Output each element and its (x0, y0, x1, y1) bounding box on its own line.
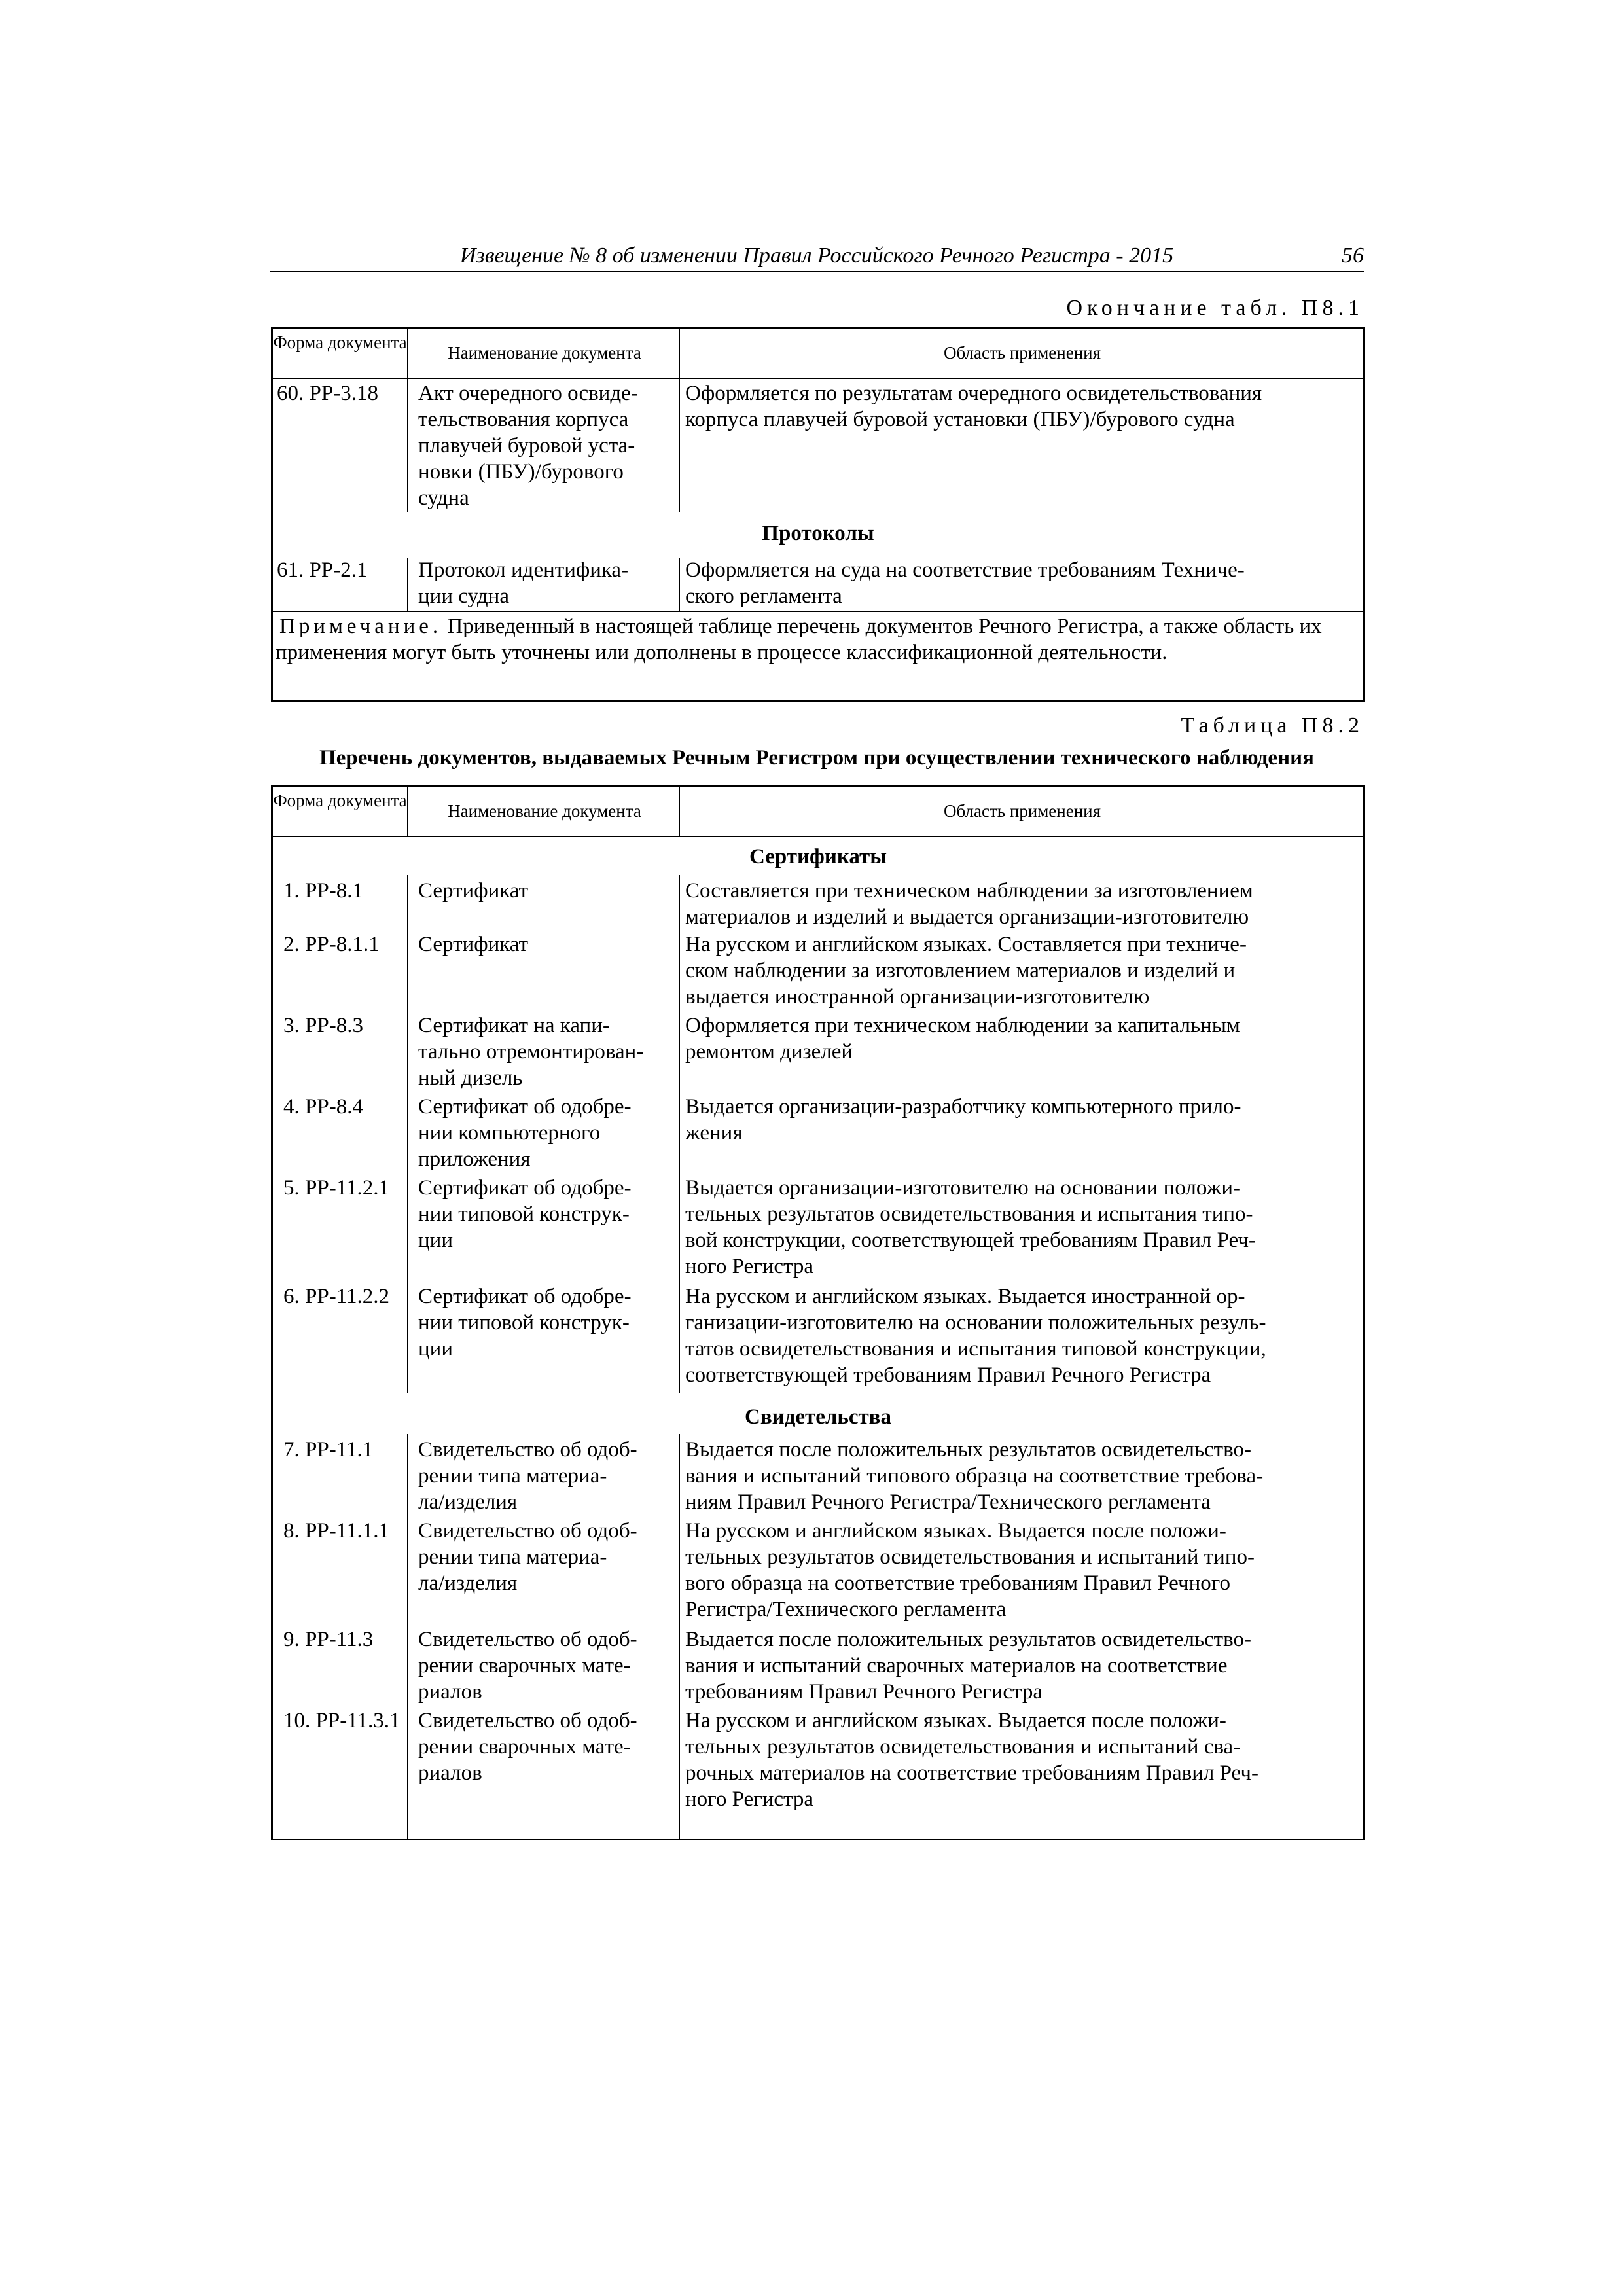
row-form: 4. РР-8.4 (283, 1095, 363, 1119)
table1-header-form: Форма документа (273, 332, 407, 352)
column-divider (679, 558, 680, 611)
table1 (271, 327, 1365, 702)
row-form: 10. РР-11.3.1 (283, 1709, 401, 1732)
row-form: 1. РР-8.1 (283, 879, 363, 903)
row-scope: Составляется при техническом наблюдении за изготовлением материалов и изделий и выдается организации-изготовителю (685, 879, 1253, 929)
column-divider (407, 558, 408, 611)
row-name: Сертификат (418, 879, 528, 903)
row-form: 5. РР-11.2.1 (283, 1176, 389, 1200)
table2 (271, 785, 1365, 1840)
column-divider (679, 1434, 680, 1840)
row-form: 8. РР-11.1.1 (283, 1519, 389, 1543)
table2-header-rule (273, 836, 1363, 837)
row-name: Сертификат об одобре- нии компьютерного приложения (418, 1095, 632, 1171)
row-form: 61. РР-2.1 (277, 558, 368, 582)
column-divider (679, 875, 680, 1393)
row-name: Свидетельство об одоб- рении сварочных мате- риалов (418, 1709, 637, 1785)
row-name: Сертификат об одобре- нии типовой конструк- ции (418, 1176, 632, 1252)
row-name: Свидетельство об одоб- рении типа материа- ла/изделия (418, 1519, 637, 1595)
table1-note (276, 613, 1357, 666)
row-scope: Выдается организации-разработчику компьютерного прило- жения (685, 1095, 1241, 1145)
header-title: Извещение № 8 об изменении Правил Российского Речного Регистра - 2015 (459, 243, 1174, 268)
row-form: 7. РР-11.1 (283, 1438, 374, 1462)
row-name: Сертификат об одобре- нии типовой конструк- ции (418, 1285, 632, 1361)
table1-caption: Окончание табл. П8.1 (1066, 296, 1364, 320)
row-scope: Выдается после положительных результатов освидетельство- вания и испытаний сварочных материалов на соответствие требованиям Правил Речного Регистра (685, 1628, 1251, 1704)
section-certificates: Сертификаты (749, 845, 887, 869)
section-protocols: Протоколы (762, 522, 874, 545)
table2-header-divider (679, 787, 680, 836)
row-scope: Выдается после положительных результатов освидетельство- вания и испытаний типового образца на соответствие требова- ниям Правил Речного Регистра/Технического регламента (685, 1438, 1264, 1514)
row-scope: На русском и английском языках. Составляется при техниче- ском наблюдении за изготовлением материалов и изделий и выдается иностранной организации-изготовителю (685, 933, 1247, 1009)
row-name: Свидетельство об одоб- рении типа материа- ла/изделия (418, 1438, 637, 1514)
table1-header-rule (273, 378, 1363, 379)
table2-header-name: Наименование документа (448, 801, 641, 821)
table1-header-name: Наименование документа (448, 343, 641, 363)
column-divider (679, 378, 680, 512)
note-label: Примечание. (279, 615, 442, 638)
row-form: 60. РР-3.18 (277, 382, 378, 405)
row-name: Свидетельство об одоб- рении сварочных мате- риалов (418, 1628, 637, 1704)
row-name: Сертификат (418, 933, 528, 956)
row-scope: Оформляется при техническом наблюдении за капитальным ремонтом дизелей (685, 1014, 1240, 1064)
page-header (270, 241, 1364, 272)
row-scope: Выдается организации-изготовителю на основании положи- тельных результатов освидетельствования и испытания типо- вой конструкции, соответствующей требованиям Правил Реч- ного Регистра (685, 1176, 1256, 1278)
column-divider (407, 378, 408, 512)
row-scope: Оформляется по результатам очередного освидетельствования корпуса плавучей буровой установки (ПБУ)/бурового судна (685, 382, 1262, 431)
table1-header-scope: Область применения (943, 343, 1101, 363)
row-form: 9. РР-11.3 (283, 1628, 374, 1651)
row-name: Акт очередного освиде- тельствования корпуса плавучей буровой уста- новки (ПБУ)/бурового судна (418, 382, 638, 510)
table1-header-divider (679, 329, 680, 378)
row-scope: Оформляется на суда на соответствие требованиям Техниче- ского регламента (685, 558, 1245, 608)
section-testimonials: Свидетельства (744, 1405, 891, 1429)
row-scope: На русском и английском языках. Выдается после положи- тельных результатов освидетельствования и испытаний типо- вого образца на соответствие требованиям Правил Речного Регистра/Технического регламента (685, 1519, 1255, 1621)
row-form: 6. РР-11.2.2 (283, 1285, 389, 1308)
table2-header-divider (407, 787, 408, 836)
table2-caption: Таблица П8.2 (1181, 713, 1364, 738)
table1-header-divider (407, 329, 408, 378)
note-text: Приведенный в настоящей таблице перечень документов Речного Регистра, а также область их применения могут быть уточнены или дополнены в процессе классификационной деятельности. (276, 615, 1322, 664)
table2-header-form: Форма документа (273, 791, 407, 810)
page-number: 56 (1342, 243, 1364, 268)
table2-title: Перечень документов, выдаваемых Речным Регистром при осуществлении технического наблюдения (319, 746, 1314, 770)
row-name: Протокол идентифика- ции судна (418, 558, 629, 608)
row-form: 2. РР-8.1.1 (283, 933, 380, 956)
row-form: 3. РР-8.3 (283, 1014, 363, 1037)
table2-header-scope: Область применения (943, 801, 1101, 821)
row-name: Сертификат на капи- тально отремонтирован- ный дизель (418, 1014, 644, 1090)
row-scope: На русском и английском языках. Выдается иностранной ор- ганизации-изготовителю на основании положительных резуль- татов освидетельствования и испытания типовой конструкции, соответствующей требованиям Правил Речного Регистра (685, 1285, 1266, 1387)
note-rule (273, 611, 1363, 612)
row-scope: На русском и английском языках. Выдается после положи- тельных результатов освидетельствования и испытаний сва- рочных материалов на соответствие требованиям Правил Реч- ного Регистра (685, 1709, 1258, 1811)
